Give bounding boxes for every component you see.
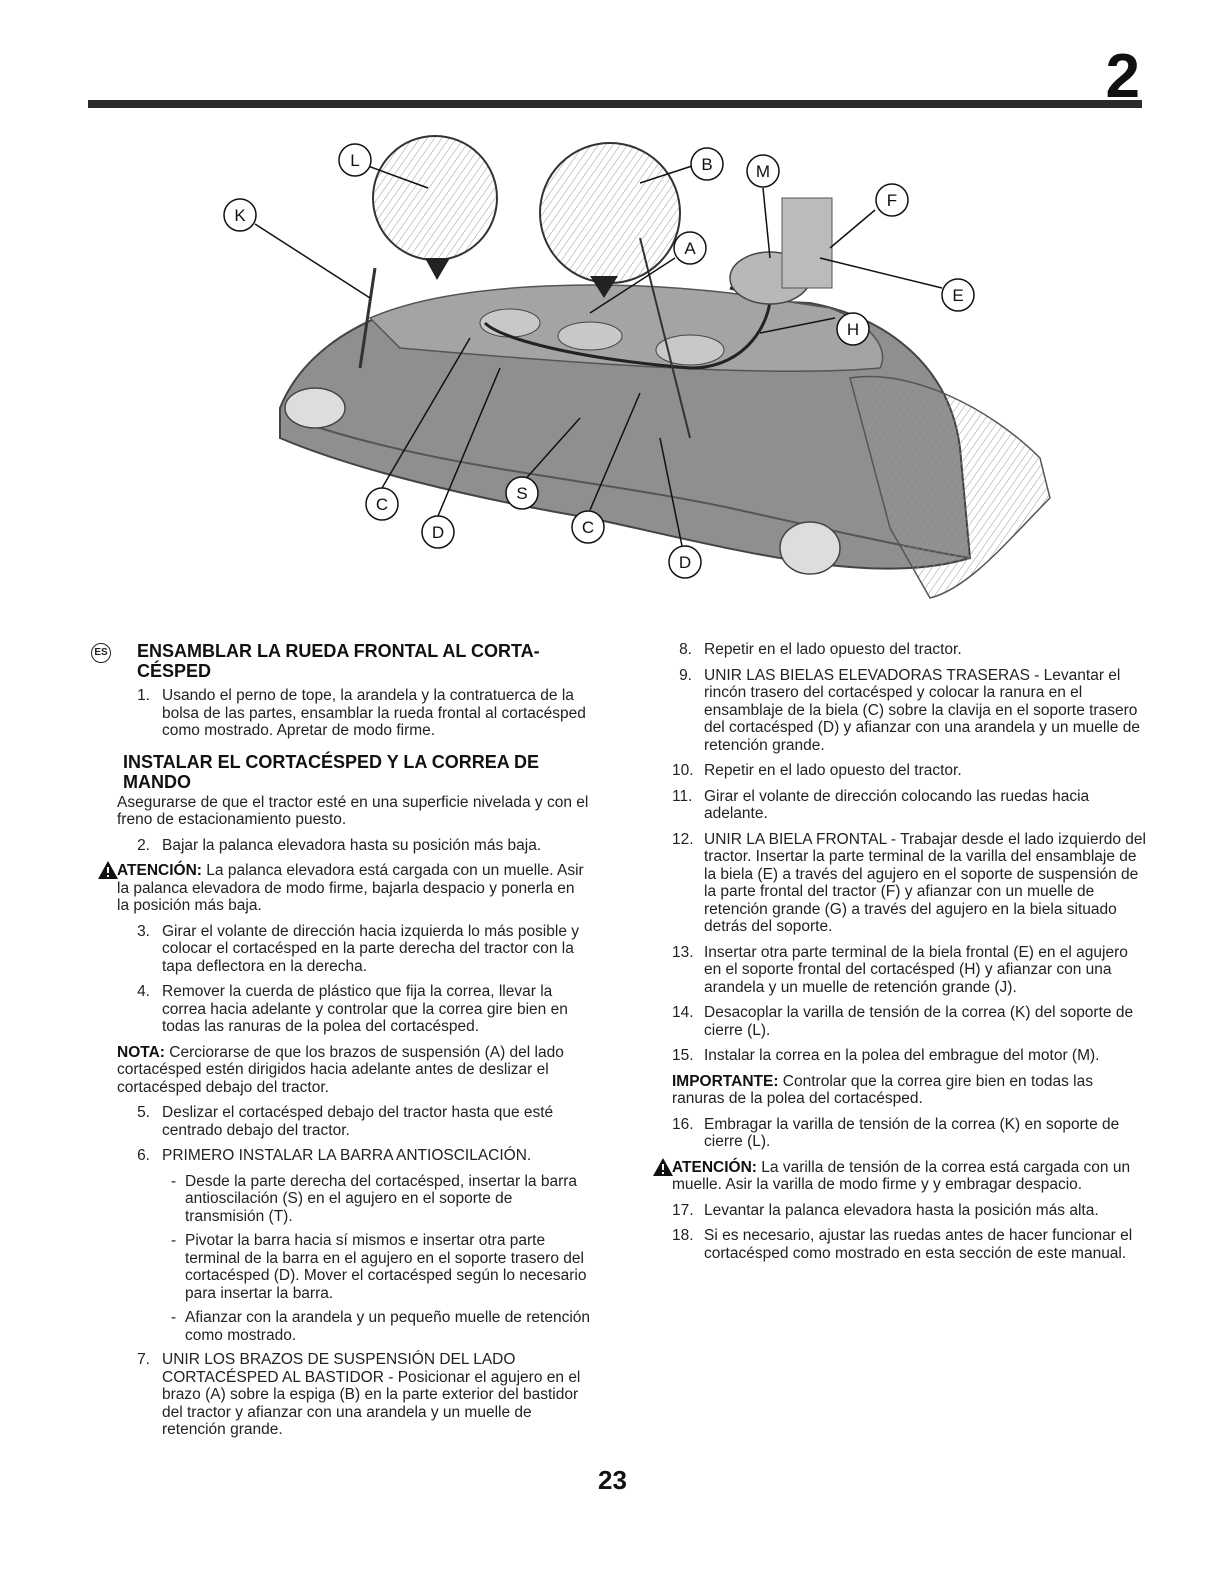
step-16: 16. Embragar la varilla de tensión de la correa (K) en soporte de cierre (L).	[672, 1115, 1120, 1150]
callout-C-2	[572, 511, 604, 543]
step-17: 17. Levantar la palanca elevadora hasta la posición más alta.	[672, 1201, 1099, 1219]
step-4: 4. Remover la cuerda de plástico que fija la correa, llevar la correa hacia adelante y controlar que la correa gire bien en todas las ranuras de la polea del cortacésped.	[137, 983, 568, 1035]
step-6: 6. PRIMERO INSTALAR LA BARRA ANTIOSCILACIÓN.	[137, 1147, 532, 1164]
callout-B	[691, 148, 723, 180]
step-11: 11. Girar el volante de dirección colocando las ruedas hacia adelante.	[672, 787, 1090, 822]
section-number: 2	[1105, 42, 1140, 111]
callout-D-2	[669, 546, 701, 578]
callout-H	[837, 313, 869, 345]
svg-text:M: M	[755, 162, 771, 181]
svg-text:D: D	[431, 523, 445, 542]
svg-text:D: D	[678, 553, 692, 572]
left-column	[94, 641, 590, 1447]
callout-S	[506, 477, 538, 509]
mower-deck-illustration	[170, 118, 1070, 613]
svg-text:K: K	[234, 206, 246, 225]
callout-K	[224, 199, 256, 231]
svg-text:F: F	[886, 191, 898, 210]
svg-text:E: E	[952, 286, 964, 305]
step-18: 18. Si es necesario, ajustar las ruedas antes de hacer funcionar el cortacésped como mostrado en esta sección de este manual.	[672, 1227, 1133, 1262]
step-6-sub-1: - Desde la parte derecha del cortacésped, insertar la barra antioscilación (S) en el agujero en el soporte de transmisión (T).	[171, 1172, 578, 1225]
heading-install-deck: INSTALAR EL CORTACÉSPED Y LA CORREA DE MANDO	[123, 751, 540, 792]
svg-text:C: C	[581, 518, 595, 537]
step-12: 12. UNIR LA BIELA FRONTAL - Trabajar desde el lado izquierdo del tractor. Insertar la parte terminal de la varilla del ensamblaje de la biela (E) a través del agujero en el soporte de suspensión de la parte frontal del tractor (F) y afianzar con un muelle de retención grande (G) a través del agujero en la biela situado detrás del soporte.	[672, 830, 1146, 935]
callout-A	[674, 232, 706, 264]
callout-F	[876, 184, 908, 216]
header-rule	[88, 100, 1142, 108]
warning-belt-tension: ATENCIÓN: La varilla de tensión de la correa está cargada con un muelle. Asir la varilla de modo firme y y embragar despacio.	[672, 1159, 1146, 1194]
svg-text:S: S	[516, 484, 528, 503]
callout-E	[942, 279, 974, 311]
step-8: 8. Repetir en el lado opuesto del tractor.	[679, 641, 962, 658]
svg-text:H: H	[846, 320, 860, 339]
callout-D	[422, 516, 454, 548]
step-10: 10. Repetir en el lado opuesto del tractor.	[672, 762, 962, 779]
step-5: 5. Deslizar el cortacésped debajo del tractor hasta que esté centrado debajo del tractor.	[137, 1104, 554, 1139]
step-7: 7. UNIR LOS BRAZOS DE SUSPENSIÓN DEL LADO CORTACÉSPED AL BASTIDOR - Posicionar el agujero en el brazo (A) sobre la espiga (B) en la parte exterior del bastidor del tractor y afianzar con una arandela y un muelle de retención grande.	[137, 1351, 581, 1438]
step-2: 2. Bajar la palanca elevadora hasta su posición más baja.	[137, 836, 542, 854]
step-15: 15. Instalar la correa en la polea del embrague del motor (M).	[672, 1047, 1100, 1064]
step-3: 3. Girar el volante de dirección hacia izquierda lo más posible y colocar el cortacésped en la parte derecha del tractor con la tapa deflectora en la derecha.	[137, 922, 579, 975]
language-badge: ES	[91, 643, 111, 663]
step-14: 14. Desacoplar la varilla de tensión de la correa (K) del soporte de cierre (L).	[672, 1004, 1134, 1039]
callout-M	[747, 155, 779, 187]
callout-C	[366, 488, 398, 520]
warning-triangle-icon	[97, 860, 119, 880]
step-1: 1. Usando el perno de tope, la arandela y la contratuerca de la bolsa de las partes, ensamblar la rueda frontal al cortacésped como mostrado. Apretar de modo firme.	[137, 687, 586, 739]
svg-text:B: B	[701, 155, 713, 174]
step-13: 13. Insertar otra parte terminal de la biela frontal (E) en el agujero en el soporte frontal del cortacésped (H) y afianzar con una arandela y un muelle de retención grande (J).	[672, 943, 1128, 996]
svg-text:L: L	[350, 151, 360, 170]
step-9: 9. UNIR LAS BIELAS ELEVADORAS TRASERAS - Levantar el rincón trasero del cortacésped y colocar la ranura en el ensamblaje de la biela (C) sobre la clavija en el soporte trasero del cortacésped (D) y afianzar con una arandela y un muelle de retención grande.	[679, 666, 1140, 754]
heading-front-wheel: ENSAMBLAR LA RUEDA FRONTAL AL CORTA-CÉSPED	[137, 641, 540, 681]
important-paragraph: IMPORTANTE: Controlar que la correa gire bien en todas las ranuras de la polea del cortacésped.	[672, 1072, 1093, 1107]
page-number: 23	[598, 1465, 627, 1495]
right-column	[672, 641, 1146, 1270]
step-6-sub-2: - Pivotar la barra hacia sí mismos e insertar otra parte terminal de la barra en el agujero en el soporte trasero del cortacésped (D). Mover el cortacésped según lo necesario para insertar la barra.	[171, 1232, 587, 1302]
warning-lift-lever: ATENCIÓN: La palanca elevadora está cargada con un muelle. Asir la palanca elevadora de modo firme, bajarla despacio y ponerla en la posición más baja.	[117, 862, 590, 915]
warning-triangle-icon	[652, 1157, 674, 1177]
intro-paragraph: Asegurarse de que el tractor esté en una superficie nivelada y con el freno de estacionamiento puesto.	[117, 793, 589, 828]
note-paragraph: NOTA: Cerciorarse de que los brazos de suspensión (A) del lado cortacésped estén dirigidos hacia adelante antes de deslizar el cortacésped debajo del tractor.	[117, 1043, 564, 1096]
svg-text:A: A	[684, 239, 696, 258]
step-6-sub-3: - Afianzar con la arandela y un pequeño muelle de retención como mostrado.	[171, 1309, 590, 1344]
callout-L	[339, 144, 371, 176]
svg-text:C: C	[375, 495, 389, 514]
